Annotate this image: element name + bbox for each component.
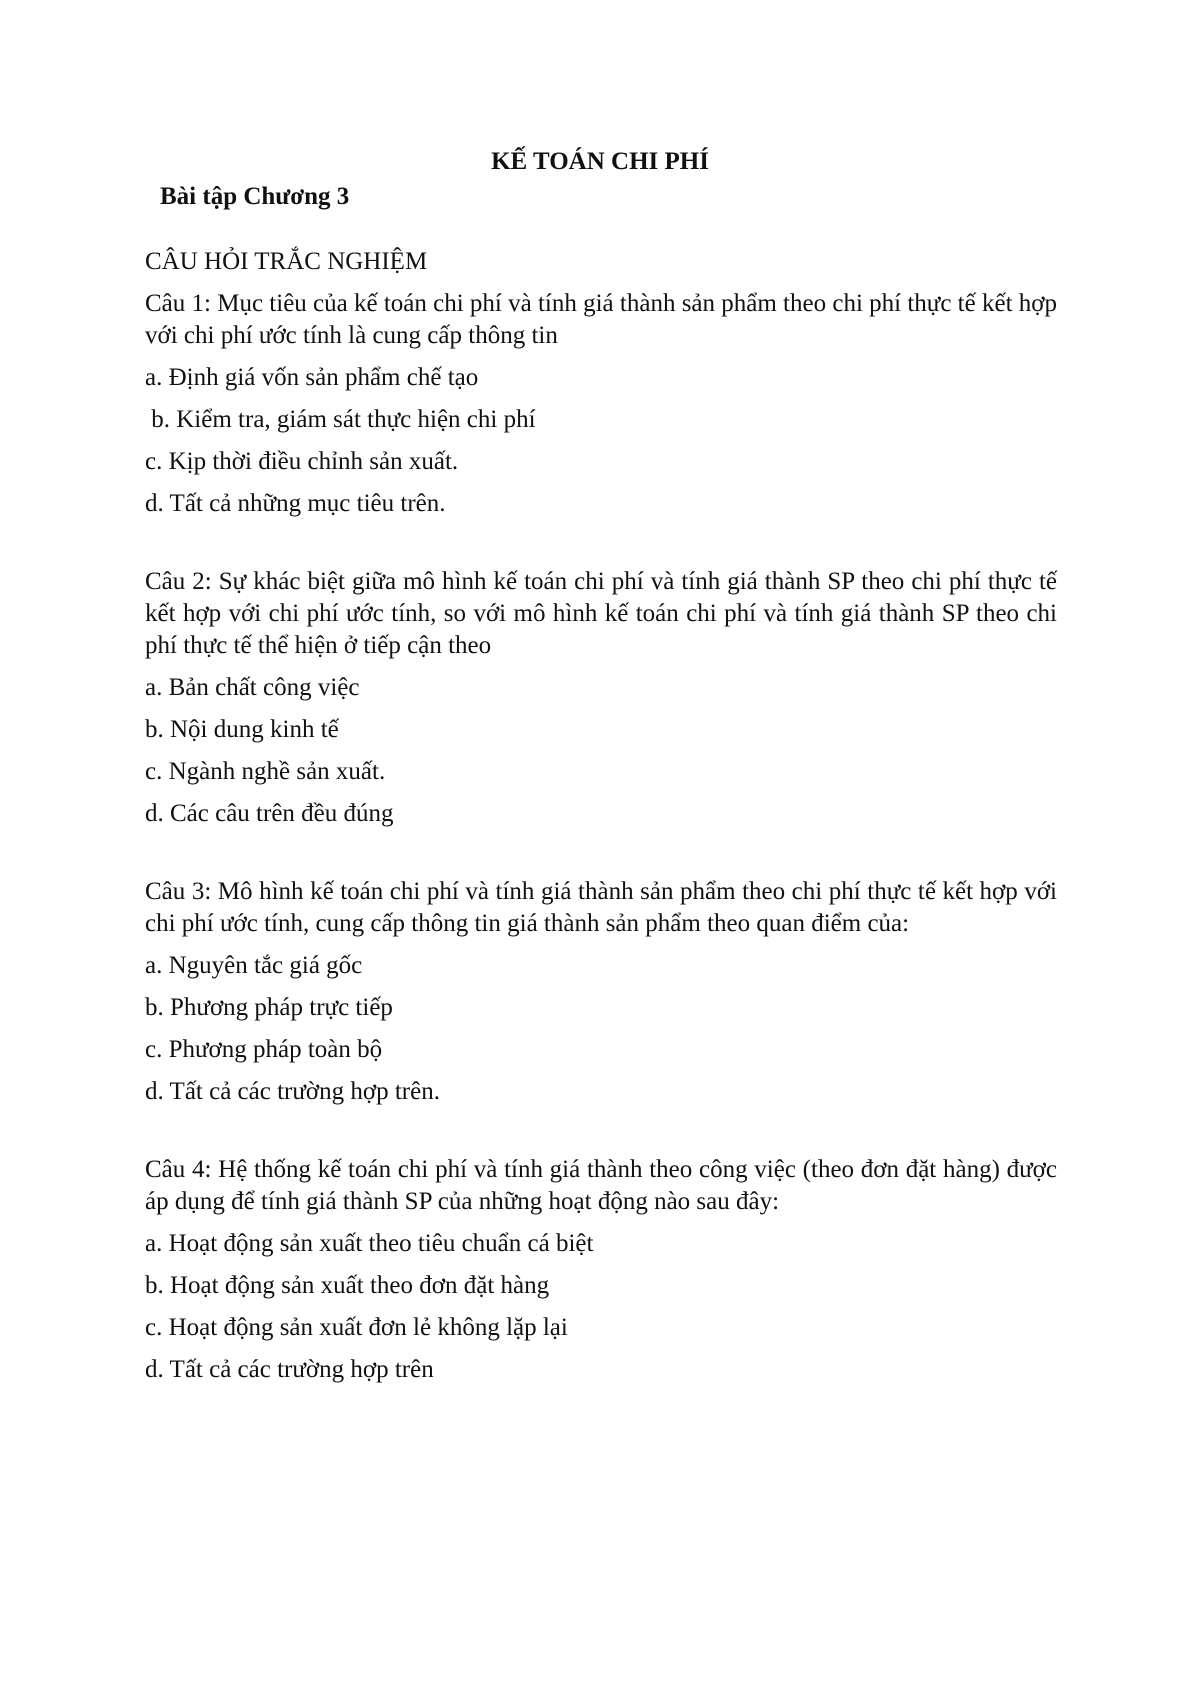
spacer bbox=[145, 840, 1057, 876]
spacer bbox=[145, 1118, 1057, 1154]
answer-option-d: d. Tất cả các trường hợp trên bbox=[145, 1356, 434, 1383]
answer-option-a: a. Nguyên tắc giá gốc bbox=[145, 952, 363, 979]
question-2 bbox=[145, 566, 1057, 830]
answer-option-a: a. Định giá vốn sản phẩm chế tạo bbox=[145, 364, 479, 391]
answer-option-b: b. Hoạt động sản xuất theo đơn đặt hàng bbox=[145, 1272, 550, 1299]
document-title: KẾ TOÁN CHI PHÍ bbox=[491, 148, 709, 175]
question-text: Câu 1: Mục tiêu của kế toán chi phí và tính giá thành sản phẩm theo chi phí thực tế kết hợp với chi phí ước tính là cung cấp thông tin bbox=[145, 290, 1057, 349]
answer-option-b: b. Phương pháp trực tiếp bbox=[145, 994, 393, 1021]
question-text: Câu 4: Hệ thống kế toán chi phí và tính giá thành theo công việc (theo đơn đặt hàng) được áp dụng để tính giá thành SP của những hoạt động nào sau đây: bbox=[145, 1156, 1057, 1215]
spacer bbox=[145, 530, 1057, 566]
document-body bbox=[145, 246, 1057, 1396]
answer-option-d: d. Tất cả các trường hợp trên. bbox=[145, 1078, 440, 1105]
answer-option-c: c. Hoạt động sản xuất đơn lẻ không lặp lại bbox=[145, 1314, 568, 1341]
answer-option-d: d. Tất cả những mục tiêu trên. bbox=[145, 490, 446, 517]
section-heading: CÂU HỎI TRẮC NGHIỆM bbox=[145, 248, 428, 275]
document-subtitle: Bài tập Chương 3 bbox=[160, 183, 350, 210]
question-3 bbox=[145, 876, 1057, 1108]
question-4 bbox=[145, 1154, 1057, 1386]
answer-option-b: b. Kiểm tra, giám sát thực hiện chi phí bbox=[145, 406, 536, 433]
question-text: Câu 3: Mô hình kế toán chi phí và tính giá thành sản phẩm theo chi phí thực tế kết hợp với chi phí ước tính, cung cấp thông tin giá thành sản phẩm theo quan điểm của: bbox=[145, 878, 1057, 937]
answer-option-c: c. Phương pháp toàn bộ bbox=[145, 1036, 383, 1063]
answer-option-c: c. Kịp thời điều chỉnh sản xuất. bbox=[145, 448, 459, 475]
answer-option-a: a. Bản chất công việc bbox=[145, 674, 360, 701]
answer-option-b: b. Nội dung kinh tế bbox=[145, 716, 339, 743]
answer-option-d: d. Các câu trên đều đúng bbox=[145, 800, 394, 827]
answer-option-c: c. Ngành nghề sản xuất. bbox=[145, 758, 386, 785]
answer-option-a: a. Hoạt động sản xuất theo tiêu chuẩn cá biệt bbox=[145, 1230, 594, 1257]
question-1 bbox=[145, 288, 1057, 520]
question-text: Câu 2: Sự khác biệt giữa mô hình kế toán chi phí và tính giá thành SP theo chi phí thực tế kết hợp với chi phí ước tính, so với mô hình kế toán chi phí và tính giá thành SP theo chi phí thực tế thể hiện ở tiếp cận theo bbox=[145, 568, 1057, 659]
